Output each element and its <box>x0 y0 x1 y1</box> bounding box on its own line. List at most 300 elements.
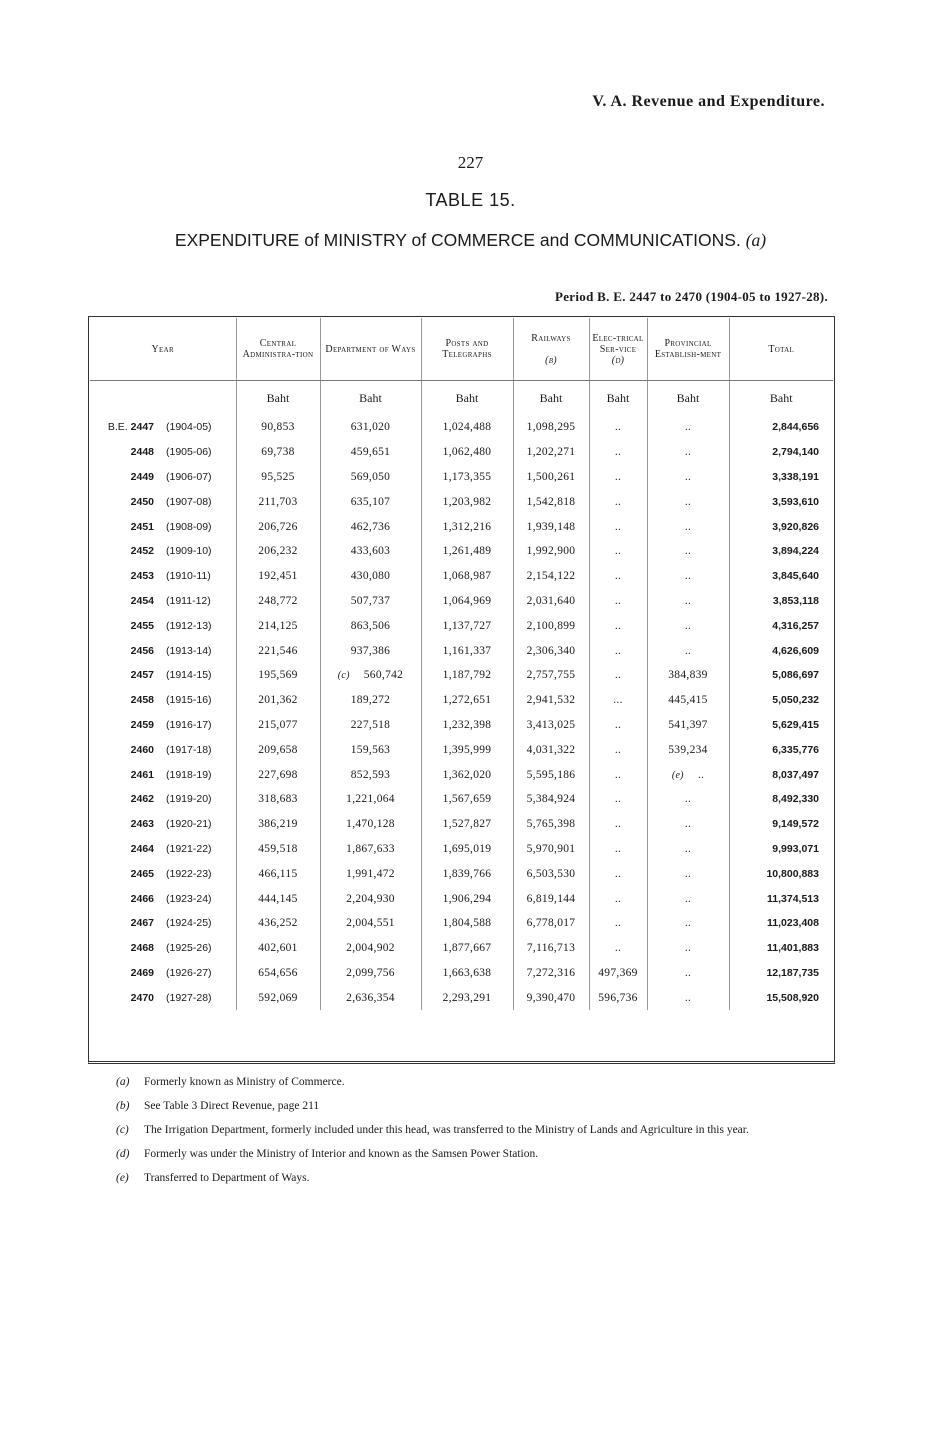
cell-ways-value: 852,593 <box>350 768 391 781</box>
cell-central-value: 466,115 <box>258 867 298 880</box>
cell-elec-value: .. <box>614 446 622 459</box>
cell-prov-value: .. <box>684 867 692 880</box>
header-railways-label: Railways <box>531 332 571 344</box>
year-be <box>98 818 154 830</box>
footnote-text: Formerly known as Ministry of Commerce. <box>144 1076 345 1088</box>
cell-prov-value: 384,839 <box>668 669 708 682</box>
year-number: 2465 <box>130 867 154 880</box>
cell-ways <box>320 911 421 936</box>
cell-central <box>236 688 320 713</box>
cell-year <box>90 911 236 936</box>
cell-central <box>236 415 320 440</box>
cell-elec <box>589 737 647 762</box>
cell-railways-value: 6,503,530 <box>526 867 576 880</box>
table-row <box>90 638 833 663</box>
year-gregorian: (1907-08) <box>166 495 212 508</box>
cell-elec-value: .. <box>614 867 622 880</box>
cell-total <box>729 688 833 713</box>
cell-posts <box>421 638 513 663</box>
year-number: 2459 <box>130 718 154 731</box>
cell-railways-value: 5,970,901 <box>526 842 576 855</box>
table-row <box>90 564 833 589</box>
header-ways: Department of Ways <box>320 318 421 381</box>
cell-total <box>729 861 833 886</box>
cell-elec <box>589 663 647 688</box>
cell-railways <box>513 762 589 787</box>
year-number: 2467 <box>130 917 154 930</box>
cell-posts-value: 1,187,792 <box>442 669 492 682</box>
cell-central-value: 592,069 <box>258 991 298 1004</box>
cell-total <box>729 564 833 589</box>
year-gregorian: (1906-07) <box>166 470 212 483</box>
year-be <box>98 719 154 731</box>
cell-ways <box>320 489 421 514</box>
cell-ways <box>320 539 421 564</box>
footnote-text: Transferred to Department of Ways. <box>144 1172 310 1184</box>
cell-posts <box>421 564 513 589</box>
cell-posts-value: 1,203,982 <box>442 495 492 508</box>
cell-railways-value: 9,390,470 <box>526 991 576 1004</box>
cell-prov <box>647 440 729 465</box>
cell-elec-value: .. <box>614 743 622 756</box>
year-be <box>98 645 154 657</box>
cell-railways <box>513 514 589 539</box>
cell-total <box>729 539 833 564</box>
cell-railways-value: 1,939,148 <box>526 520 576 533</box>
year-gregorian: (1924-25) <box>166 917 212 930</box>
cell-prov-value: .. <box>684 842 692 855</box>
cell-central-value: 436,252 <box>258 917 298 930</box>
cell-total-value: 11,374,513 <box>767 892 819 905</box>
cell-total <box>729 663 833 688</box>
footnote <box>116 1171 846 1186</box>
cell-prov-value: .. <box>684 991 692 1004</box>
cell-elec <box>589 514 647 539</box>
year-be <box>98 669 154 681</box>
cell-posts-value: 1,906,294 <box>442 892 492 905</box>
footnote-text: Formerly was under the Ministry of Interior and known as the Samsen Power Station. <box>144 1148 539 1160</box>
cell-posts-value: 1,068,987 <box>442 570 492 583</box>
cell-central-value: 318,683 <box>258 793 298 806</box>
year-be <box>98 570 154 582</box>
cell-ways <box>320 589 421 614</box>
cell-posts-value: 1,137,727 <box>442 619 492 632</box>
cell-ways-value: 227,518 <box>350 718 391 731</box>
cell-railways <box>513 911 589 936</box>
cell-ways-value: 189,272 <box>350 694 391 707</box>
cell-posts <box>421 415 513 440</box>
cell-railways <box>513 638 589 663</box>
cell-ways-value: 937,386 <box>350 644 391 657</box>
footnotes <box>116 1075 846 1195</box>
year-be <box>98 421 154 433</box>
cell-elec <box>589 564 647 589</box>
cell-elec <box>589 787 647 812</box>
cell-ways-value: 2,636,354 <box>346 991 395 1004</box>
unit-year <box>90 381 236 416</box>
cell-prov-value: .. <box>684 644 692 657</box>
cell-central-value: 444,145 <box>258 892 298 905</box>
cell-elec-value: .. <box>614 768 622 781</box>
cell-total <box>729 465 833 490</box>
year-be <box>98 595 154 607</box>
cell-total <box>729 489 833 514</box>
cell-elec-value: .. <box>614 644 622 657</box>
cell-posts-value: 1,567,659 <box>442 793 492 806</box>
cell-total-value: 3,338,191 <box>772 470 819 483</box>
year-be <box>98 942 154 954</box>
cell-elec <box>589 589 647 614</box>
cell-prov-value: .. <box>684 594 692 607</box>
year-gregorian: (1915-16) <box>166 694 212 707</box>
cell-elec-value: .. <box>614 421 622 434</box>
cell-central-value: 248,772 <box>258 594 298 607</box>
period-label: Period B. E. 2447 to 2470 (1904-05 to 1927-28). <box>555 289 828 304</box>
cell-ways <box>320 985 421 1010</box>
cell-elec-value: .. <box>614 594 622 607</box>
cell-elec-value: .. <box>614 669 622 682</box>
cell-total-value: 3,845,640 <box>772 570 819 583</box>
cell-posts <box>421 514 513 539</box>
cell-ways-value: 433,603 <box>350 545 391 558</box>
cell-elec <box>589 985 647 1010</box>
cell-total-value: 4,316,257 <box>772 619 819 632</box>
cell-central-value: 206,726 <box>258 520 298 533</box>
cell-central <box>236 985 320 1010</box>
table-row <box>90 762 833 787</box>
cell-central-value: 459,518 <box>258 842 298 855</box>
cell-posts-value: 1,064,969 <box>442 594 492 607</box>
cell-prov <box>647 465 729 490</box>
header-elec-note: (d) <box>611 354 625 366</box>
year-gregorian: (1916-17) <box>166 718 212 731</box>
cell-railways <box>513 415 589 440</box>
cell-ways <box>320 613 421 638</box>
cell-railways-value: 2,100,899 <box>526 619 576 632</box>
cell-ways <box>320 638 421 663</box>
cell-ways-note: (c) <box>337 670 350 682</box>
footnote <box>116 1075 846 1090</box>
cell-total-value: 5,050,232 <box>772 694 819 707</box>
cell-posts <box>421 737 513 762</box>
cell-elec-value: .. <box>614 818 622 831</box>
year-gregorian: (1910-11) <box>166 570 211 583</box>
cell-prov <box>647 539 729 564</box>
year-prefix: B.E. <box>107 421 128 434</box>
cell-railways-value: 6,778,017 <box>526 917 576 930</box>
header-year: Year <box>90 318 236 381</box>
cell-elec-value: .. <box>614 842 622 855</box>
year-number: 2449 <box>130 470 154 483</box>
unit-central: Baht <box>236 381 320 416</box>
cell-railways <box>513 787 589 812</box>
cell-railways-value: 2,154,122 <box>526 570 576 583</box>
cell-ways-value: 560,742 <box>363 669 404 682</box>
year-gregorian: (1911-12) <box>166 594 211 607</box>
cell-prov-value: 539,234 <box>668 743 708 756</box>
cell-total-value: 2,794,140 <box>772 446 819 459</box>
table-label: TABLE 15. <box>425 190 516 210</box>
year-number: 2464 <box>130 842 154 855</box>
cell-railways-value: 5,384,924 <box>526 793 576 806</box>
cell-central-value: 95,525 <box>261 470 295 483</box>
cell-ways-value: 569,050 <box>350 470 391 483</box>
cell-total <box>729 613 833 638</box>
cell-year <box>90 465 236 490</box>
cell-posts <box>421 465 513 490</box>
cell-prov-value: .. <box>684 421 692 434</box>
cell-posts-value: 1,839,766 <box>442 867 492 880</box>
cell-total-value: 8,492,330 <box>772 793 819 806</box>
cell-railways-value: 2,757,755 <box>526 669 576 682</box>
footnote-text: The Irrigation Department, formerly included under this head, was transferred to the Ministry of Lands and Agriculture in this year. <box>144 1124 749 1136</box>
cell-prov <box>647 861 729 886</box>
cell-total <box>729 936 833 961</box>
year-be <box>98 769 154 781</box>
table-row <box>90 737 833 762</box>
cell-ways <box>320 787 421 812</box>
header-prov: Provincial Establish-ment <box>647 318 729 381</box>
cell-posts-value: 1,173,355 <box>442 470 492 483</box>
year-be <box>98 843 154 855</box>
cell-ways-value: 631,020 <box>350 421 391 434</box>
cell-railways-value: 7,272,316 <box>526 966 576 979</box>
cell-prov-value: .. <box>697 768 705 781</box>
year-be <box>98 793 154 805</box>
cell-central-value: 69,738 <box>261 446 295 459</box>
cell-total-value: 6,335,776 <box>772 743 819 756</box>
cell-prov <box>647 613 729 638</box>
cell-total <box>729 638 833 663</box>
cell-total-value: 9,149,572 <box>772 818 819 831</box>
cell-central <box>236 489 320 514</box>
cell-elec <box>589 489 647 514</box>
year-be <box>98 446 154 458</box>
table-row <box>90 688 833 713</box>
cell-total <box>729 837 833 862</box>
year-gregorian: (1905-06) <box>166 446 212 459</box>
cell-railways-value: 1,500,261 <box>526 470 576 483</box>
cell-central-value: 221,546 <box>258 644 298 657</box>
cell-ways-value: 1,470,128 <box>346 818 395 831</box>
year-number: 2470 <box>130 991 154 1004</box>
cell-year <box>90 415 236 440</box>
cell-posts-value: 1,232,398 <box>442 718 492 731</box>
cell-posts <box>421 812 513 837</box>
cell-year <box>90 985 236 1010</box>
cell-central <box>236 613 320 638</box>
table-body <box>90 381 833 1011</box>
footnote-mark: (a) <box>116 1076 130 1088</box>
year-number: 2469 <box>130 966 154 979</box>
cell-prov <box>647 837 729 862</box>
cell-central-value: 654,656 <box>258 966 298 979</box>
unit-posts: Baht <box>421 381 513 416</box>
table-row <box>90 440 833 465</box>
cell-elec <box>589 762 647 787</box>
year-number: 2466 <box>130 892 154 905</box>
cell-elec-value: .. <box>614 619 622 632</box>
footnote-mark: (e) <box>116 1172 129 1184</box>
year-gregorian: (1926-27) <box>166 966 212 979</box>
cell-year <box>90 787 236 812</box>
cell-railways-value: 1,202,271 <box>526 446 576 459</box>
year-be <box>98 471 154 483</box>
cell-ways-value: 1,221,064 <box>346 793 395 806</box>
year-gregorian: (1913-14) <box>166 644 212 657</box>
header-total: Total <box>729 318 833 381</box>
cell-railways-value: 3,413,025 <box>526 718 576 731</box>
cell-railways-value: 2,941,532 <box>526 694 576 707</box>
cell-year <box>90 762 236 787</box>
cell-elec <box>589 837 647 862</box>
cell-railways <box>513 713 589 738</box>
cell-elec-value: .. <box>614 570 622 583</box>
year-number: 2458 <box>130 694 154 707</box>
cell-total-value: 9,993,071 <box>772 842 819 855</box>
cell-ways-value: 635,107 <box>350 495 391 508</box>
year-gregorian: (1909-10) <box>166 545 212 558</box>
page-title <box>0 230 941 251</box>
cell-central <box>236 886 320 911</box>
footnote <box>116 1147 846 1162</box>
cell-central <box>236 564 320 589</box>
cell-posts-value: 1,062,480 <box>442 446 492 459</box>
cell-prov-value: .. <box>684 966 692 979</box>
cell-prov <box>647 762 729 787</box>
cell-posts-value: 1,804,588 <box>442 917 492 930</box>
cell-railways-value: 5,765,398 <box>526 818 576 831</box>
cell-central <box>236 837 320 862</box>
header-elec <box>589 318 647 381</box>
year-be <box>98 545 154 557</box>
cell-year <box>90 837 236 862</box>
cell-prov-value: .. <box>684 446 692 459</box>
cell-railways <box>513 936 589 961</box>
cell-elec <box>589 886 647 911</box>
cell-ways <box>320 936 421 961</box>
year-number: 2455 <box>130 619 154 632</box>
cell-elec <box>589 688 647 713</box>
year-be <box>98 893 154 905</box>
cell-ways <box>320 861 421 886</box>
table-row <box>90 961 833 986</box>
cell-total <box>729 985 833 1010</box>
cell-railways <box>513 465 589 490</box>
cell-elec <box>589 911 647 936</box>
cell-railways <box>513 886 589 911</box>
cell-elec <box>589 465 647 490</box>
cell-year <box>90 638 236 663</box>
cell-railways-value: 4,031,322 <box>526 743 576 756</box>
cell-total-value: 3,920,826 <box>772 520 819 533</box>
cell-ways-value: 2,099,756 <box>346 966 395 979</box>
cell-prov <box>647 936 729 961</box>
cell-year <box>90 613 236 638</box>
cell-posts <box>421 762 513 787</box>
cell-elec-value: 497,369 <box>598 966 638 979</box>
cell-prov-value: 541,397 <box>668 718 708 731</box>
cell-central <box>236 663 320 688</box>
year-gregorian: (1922-23) <box>166 867 212 880</box>
cell-elec <box>589 440 647 465</box>
cell-year <box>90 737 236 762</box>
cell-posts <box>421 688 513 713</box>
cell-total-value: 5,629,415 <box>772 718 819 731</box>
cell-elec <box>589 638 647 663</box>
header-row <box>90 318 833 381</box>
cell-year <box>90 663 236 688</box>
cell-prov <box>647 886 729 911</box>
cell-prov-value: .. <box>684 470 692 483</box>
cell-total-value: 3,894,224 <box>772 545 819 558</box>
cell-total-value: 12,187,735 <box>766 966 819 979</box>
cell-posts <box>421 713 513 738</box>
cell-year <box>90 589 236 614</box>
cell-posts-value: 1,663,638 <box>442 966 492 979</box>
cell-prov-value: .. <box>684 545 692 558</box>
year-number: 2461 <box>130 768 154 781</box>
year-be <box>98 967 154 979</box>
cell-total-value: 8,037,497 <box>772 768 819 781</box>
cell-year <box>90 440 236 465</box>
cell-posts-value: 1,312,216 <box>442 520 492 533</box>
table-row <box>90 985 833 1010</box>
table-row <box>90 886 833 911</box>
page-number: 227 <box>457 153 484 172</box>
cell-total <box>729 713 833 738</box>
cell-total <box>729 886 833 911</box>
cell-railways-value: 1,098,295 <box>526 421 576 434</box>
cell-prov <box>647 737 729 762</box>
cell-prov <box>647 638 729 663</box>
cell-posts <box>421 589 513 614</box>
cell-ways <box>320 737 421 762</box>
cell-elec-value: .. <box>614 917 622 930</box>
cell-railways-value: 7,116,713 <box>526 942 576 955</box>
year-number: 2450 <box>130 495 154 508</box>
cell-posts <box>421 489 513 514</box>
cell-railways <box>513 737 589 762</box>
cell-prov-value: .. <box>684 818 692 831</box>
unit-total: Baht <box>769 390 793 405</box>
cell-total <box>729 911 833 936</box>
cell-elec-value: .. <box>614 892 622 905</box>
cell-posts <box>421 663 513 688</box>
title-text: EXPENDITURE of MINISTRY of COMMERCE and COMMUNICATIONS. <box>174 230 741 250</box>
cell-ways <box>320 762 421 787</box>
cell-prov-value: .. <box>684 892 692 905</box>
year-be <box>98 917 154 929</box>
cell-elec-value: .. <box>614 718 622 731</box>
year-gregorian: (1914-15) <box>166 669 212 682</box>
year-number: 2463 <box>130 818 154 831</box>
year-gregorian: (1927-28) <box>166 991 212 1004</box>
year-be <box>98 744 154 756</box>
cell-elec <box>589 713 647 738</box>
cell-elec <box>589 415 647 440</box>
header-posts: Posts and Telegraphs <box>421 318 513 381</box>
cell-central <box>236 936 320 961</box>
cell-total-value: 5,086,697 <box>772 669 819 682</box>
cell-prov <box>647 812 729 837</box>
cell-posts <box>421 440 513 465</box>
cell-elec-value: .. <box>614 495 622 508</box>
year-number: 2456 <box>130 644 154 657</box>
cell-central-value: 386,219 <box>258 818 298 831</box>
table-row <box>90 489 833 514</box>
cell-total <box>729 762 833 787</box>
